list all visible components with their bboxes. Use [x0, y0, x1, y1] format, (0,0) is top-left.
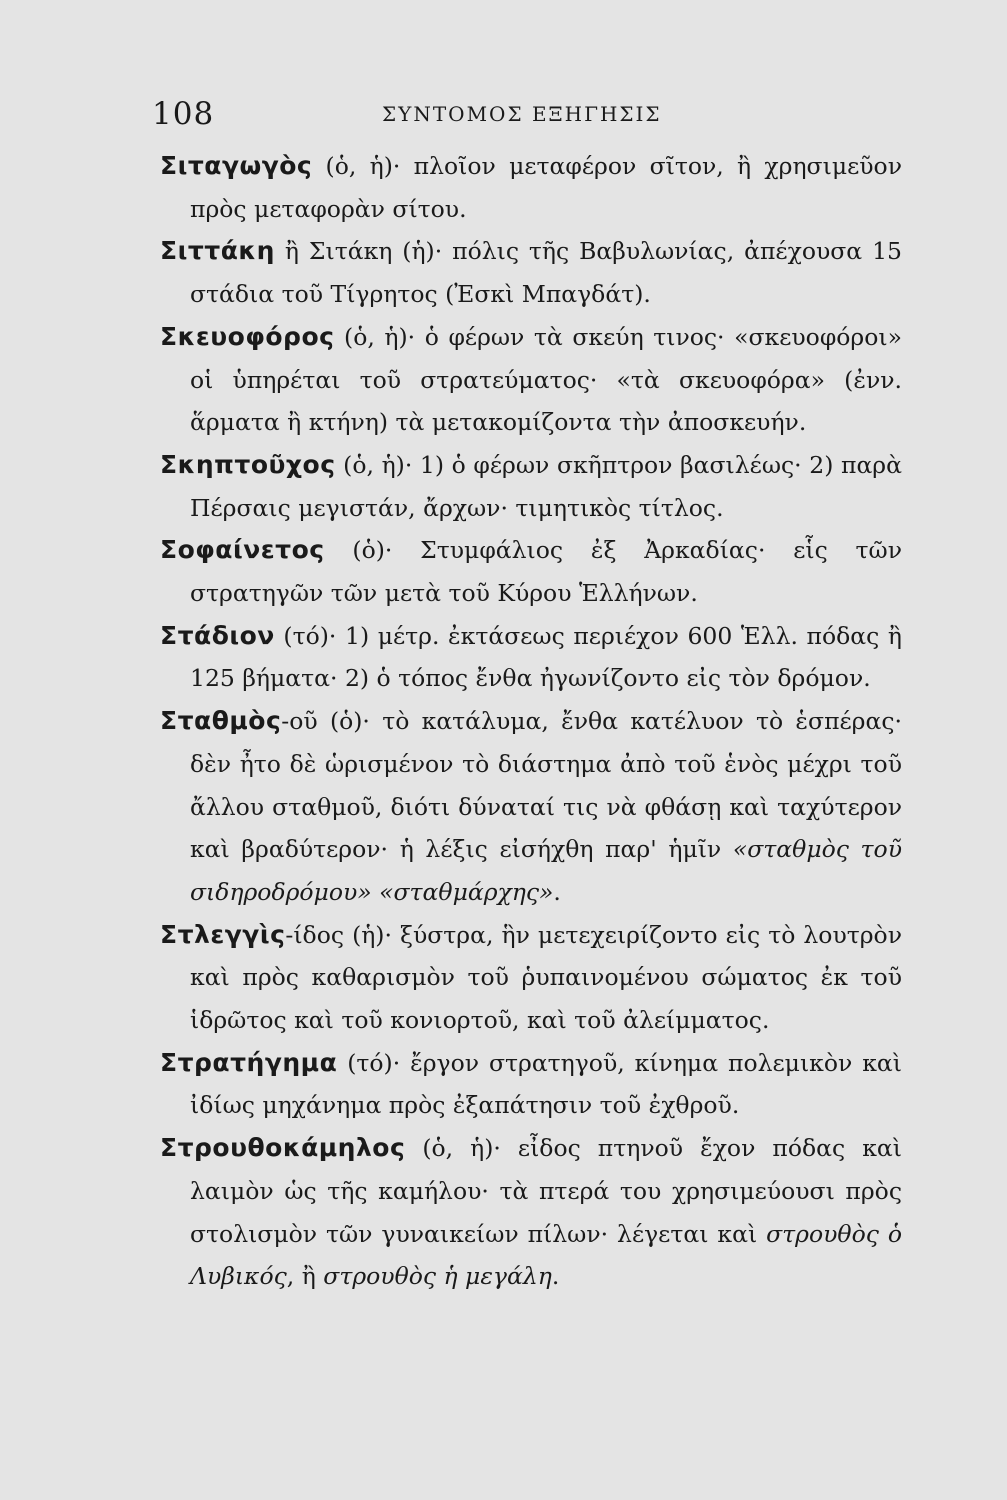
headword: Σιταγωγὸς — [160, 151, 313, 180]
definition: (ὁ, ἡ)· ὁ φέρων τὰ σκεύη τινος· «σκευοφόροι» οἱ ὑπηρέται τοῦ στρατεύματος· «τὰ σκευοφόρα» (ἐνν. ἅρματα ἢ κτήνη) τὰ μετακομίζοντα τὴν ἀποσκευήν. — [190, 322, 902, 437]
page-header — [152, 96, 892, 136]
glossary-entry — [160, 145, 902, 230]
headword: Σοφαίνετος — [160, 535, 325, 565]
glossary-entry — [160, 529, 902, 614]
running-head: ΣΥΝΤΟΜΟΣ ΕΞΗΓΗΣΙΣ — [382, 102, 662, 126]
definition: -οῦ (ὁ)· τὸ κατάλυμα, ἔνθα κατέλυον τὸ ἑσπέρας· δὲν ἦτο δὲ ὡρισμένον τὸ διάστημα ἀπὸ τοῦ ἑνὸς μέχρι τοῦ ἄλλου σταθμοῦ, διότι δύναταί τις νὰ φθάσῃ καὶ ταχύτερον καὶ βραδύτερον· ἡ λέξις εἰσήχθη παρ' ἡμῖν — [190, 707, 902, 864]
glossary-entry — [160, 230, 902, 315]
definition: ἢ Σιτάκη (ἡ)· πόλις τῆς Βαβυλωνίας, ἀπέχουσα 15 στάδια τοῦ Τίγρητος (Ἐσκὶ Μπαγδάτ). — [190, 237, 902, 309]
definition: (τό)· 1) μέτρ. ἐκτάσεως περιέχον 600 Ἑλλ. πόδας ἢ 125 βήματα· 2) ὁ τόπος ἔνθα ἠγωνίζοντο εἰς τὸν δρόμον. — [190, 621, 902, 693]
definition: (ὁ, ἡ)· 1) ὁ φέρων σκῆπτρον βασιλέως· 2) παρὰ Πέρσαις μεγιστάν, ἄρχων· τιμητικὸς τίτλος. — [190, 450, 902, 522]
headword: Σκευοφόρος — [160, 321, 335, 351]
headword: Στάδιον — [160, 620, 275, 650]
glossary-entry — [160, 1042, 902, 1127]
definition: (ὁ)· Στυμφάλιος ἐξ Ἀρκαδίας· εἷς τῶν στρατηγῶν τῶν μετὰ τοῦ Κύρου Ἑλλήνων. — [190, 536, 902, 608]
definition-end: . — [551, 1262, 560, 1291]
headword: Σταθμὸς — [160, 706, 282, 736]
definition-end: . — [553, 877, 561, 906]
headword: Σιττάκη — [160, 236, 275, 266]
page-number: 108 — [152, 96, 215, 132]
definition: (ὁ, ἡ)· εἶδος πτηνοῦ ἔχον πόδας καὶ λαιμὸν ὡς τῆς καμήλου· τὰ πτερά του χρησιμεύουσι πρὸς στολισμὸν τῶν γυναικείων πίλων· λέγεται καὶ — [190, 1134, 902, 1248]
headword: Στλεγγὶς — [160, 919, 286, 949]
headword: Στρουθοκάμηλος — [160, 1133, 406, 1163]
definition-middle: , ἢ — [286, 1262, 324, 1291]
glossary-entry — [160, 700, 902, 914]
headword: Στρατήγημα — [160, 1047, 338, 1077]
headword: Σκηπτοῦχος — [160, 449, 336, 479]
glossary-entry — [160, 316, 902, 444]
definition: -ίδος (ἡ)· ξύστρα, ἣν μετεχειρίζοντο εἰς τὸ λουτρὸν καὶ πρὸς καθαρισμὸν τοῦ ῥυπαινομένου σώματος ἐκ τοῦ ἱδρῶτος καὶ τοῦ κονιορτοῦ, καὶ τοῦ ἀλείμματος. — [190, 920, 902, 1035]
italic-term: στρουθὸς ὁ Λυβικός — [190, 1219, 903, 1291]
glossary-entry — [160, 615, 902, 700]
glossary-entry — [160, 1127, 902, 1298]
definition: (τό)· ἔργον στρατηγοῦ, κίνημα πολεμικὸν καὶ ἰδίως μηχάνημα πρὸς ἐξαπάτησιν τοῦ ἐχθροῦ. — [190, 1048, 902, 1120]
definition: (ὁ, ἡ)· πλοῖον μεταφέρον σῖτον, ἢ χρησιμεῦον πρὸς μεταφορὰν σίτου. — [190, 152, 902, 223]
glossary-entry — [160, 914, 902, 1042]
italic-term: «σταθμὸς τοῦ σιδηροδρόμου» — [190, 835, 902, 906]
italic-term: στρουθὸς ἡ μεγάλη — [323, 1262, 552, 1291]
glossary-entry — [160, 444, 902, 529]
italic-term: «σταθμάρχης» — [379, 877, 554, 906]
glossary-entries — [160, 145, 902, 1298]
